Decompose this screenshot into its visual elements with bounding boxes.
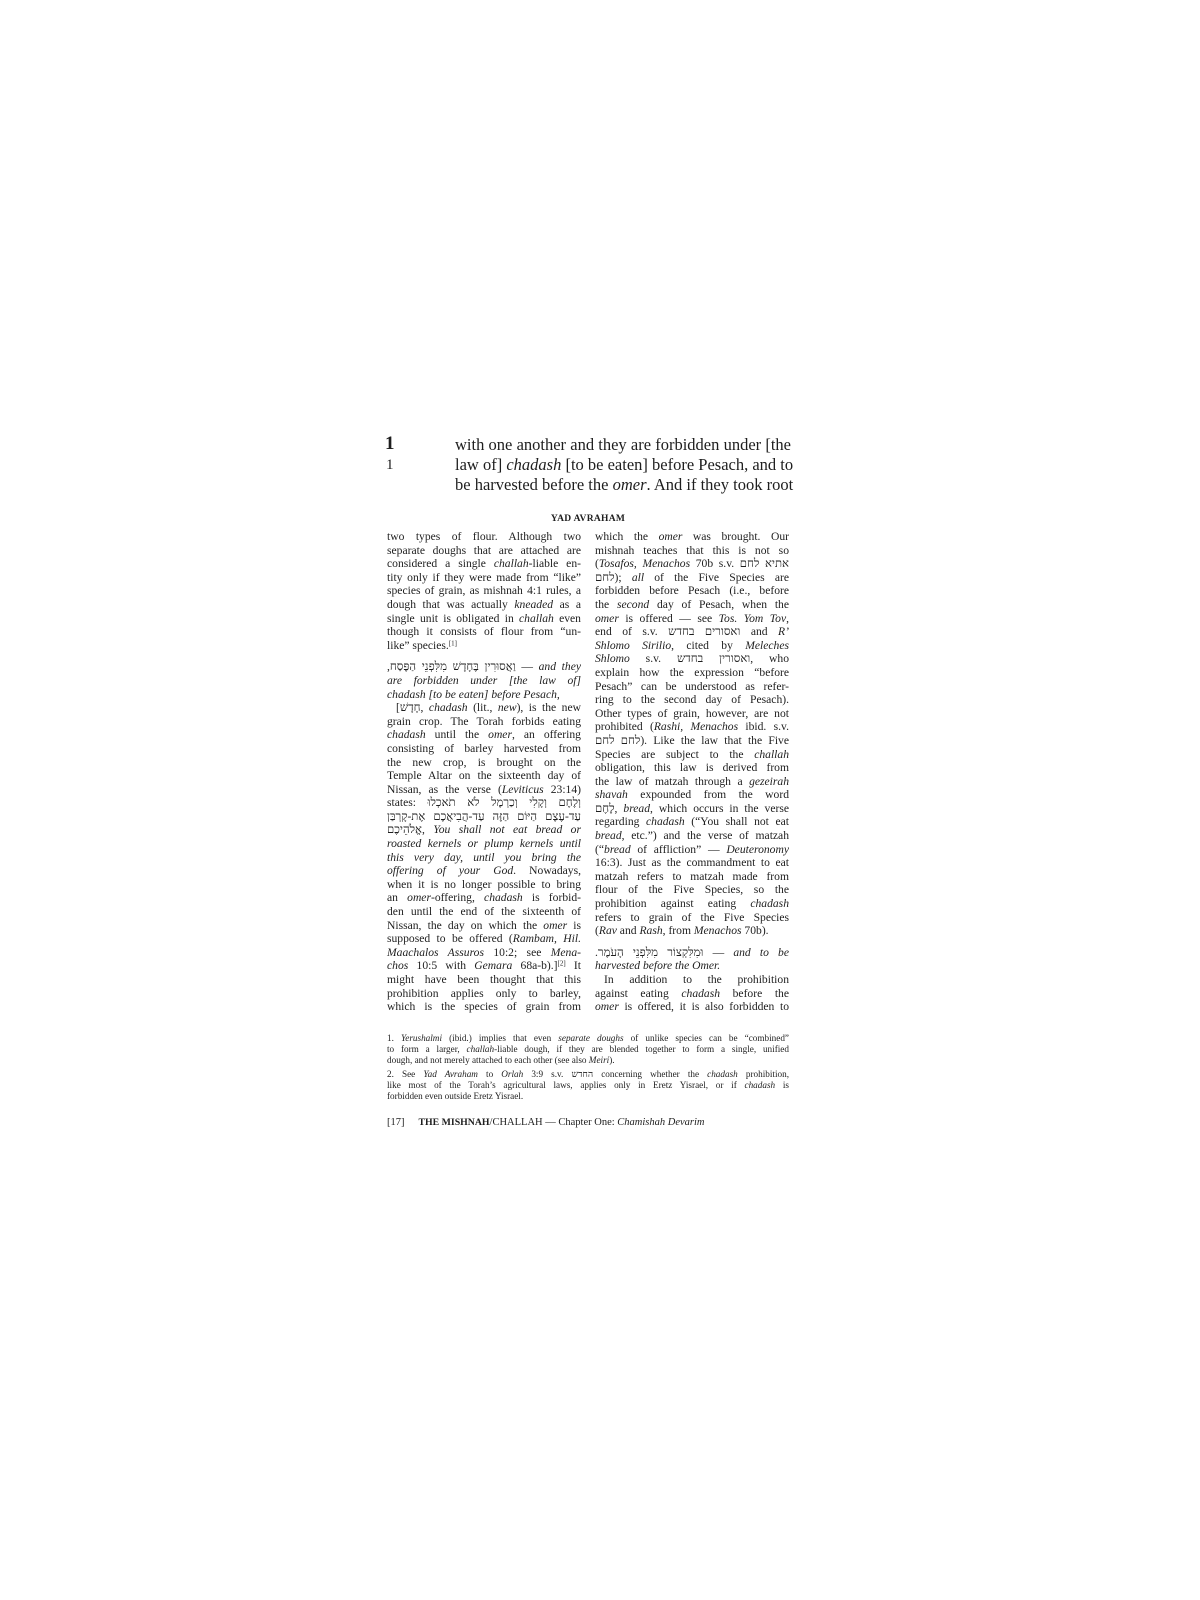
text: prohibition, <box>737 1069 789 1079</box>
text: , <box>422 823 434 837</box>
italic-text: chadash <box>646 815 685 829</box>
italic-text: omer <box>595 1000 619 1014</box>
text-line <box>387 796 581 810</box>
text-line <box>387 530 581 544</box>
italic-text: separate doughs <box>558 1033 624 1043</box>
text-line <box>595 815 789 829</box>
text: law of] <box>455 455 507 474</box>
text: . And if they took root <box>646 475 794 494</box>
italic-text: Rambam, Hil. <box>512 932 581 946</box>
text-line <box>595 598 789 612</box>
hebrew-text: ואסורים בחדש <box>668 625 741 639</box>
text: , <box>786 611 790 625</box>
paragraph-gap <box>387 652 581 660</box>
text: — <box>703 945 734 959</box>
italic-text: challah <box>466 1044 495 1054</box>
text: of unlike species can be “combined” <box>623 1033 790 1043</box>
text-line <box>595 734 789 748</box>
text: Pesach” can be understood as refer- <box>595 679 789 693</box>
text: Species are subject to the <box>595 747 755 761</box>
text-line <box>595 680 789 694</box>
text: with one another and they are forbidden under [the <box>455 435 791 454</box>
text: matzah refers to matzah made from <box>595 869 789 883</box>
hebrew-text: וַאֲסוּרִין בֶּחָדָשׁ מִלִּפְנֵי הַפֶּסַח, <box>387 660 516 674</box>
text-line <box>387 557 581 571</box>
text-line <box>595 775 789 789</box>
hebrew-text: לֶחֶם <box>595 801 615 815</box>
italic-text: are forbidden under [the law of] <box>387 673 581 687</box>
text: which is the species of grain from <box>387 1000 581 1014</box>
italic-text: shavah <box>595 788 628 802</box>
text: mishnah teaches that this is not so <box>595 543 789 557</box>
italic-text: Meleches <box>745 638 790 652</box>
page-number: [17] <box>387 1117 405 1128</box>
chapter-number: 1 <box>385 433 395 454</box>
text-line <box>595 666 789 680</box>
text: even <box>553 611 581 625</box>
book-title: THE MISHNAH <box>418 1117 490 1128</box>
italic-text: Rash <box>639 924 663 938</box>
italic-text: Gemara <box>474 959 513 973</box>
italic-text: chadash <box>744 1080 776 1090</box>
text-line <box>387 878 581 892</box>
hebrew-text: חָדָשׁ <box>399 701 421 715</box>
text-line <box>387 688 581 702</box>
text-line <box>387 1091 789 1102</box>
text: 70b s.v. <box>690 557 740 571</box>
text: [ <box>396 701 400 715</box>
text: before the <box>720 986 789 1000</box>
italic-text: kneaded <box>514 597 554 611</box>
text: forbidden even outside Eretz Yisrael. <box>387 1091 524 1101</box>
text-line <box>387 987 581 1001</box>
text: forbidden before Pesach (i.e., before <box>595 584 789 598</box>
text: 3:9 s.v. <box>523 1069 572 1079</box>
text: It <box>565 959 581 973</box>
text-line <box>387 544 581 558</box>
text: 16:3). Just as the commandment to eat <box>595 856 789 870</box>
text: prohibition applies only to barley, <box>387 986 581 1000</box>
italic-text: challah <box>519 611 554 625</box>
text-line <box>595 557 789 571</box>
italic-text: Tos. Yom Tov <box>718 611 787 625</box>
italic-text: bread <box>604 842 631 856</box>
text-line <box>387 1033 789 1044</box>
text-line <box>595 959 789 973</box>
text: day of Pesach, when the <box>649 597 790 611</box>
text: Nissan, the day on which the <box>387 918 544 932</box>
text: to <box>477 1069 502 1079</box>
text-line <box>595 584 789 598</box>
commentary-left-column <box>387 530 581 1014</box>
text: , who <box>750 652 790 666</box>
text-line <box>387 851 581 865</box>
text-line <box>387 1044 789 1055</box>
text: separate doughs that are attached are <box>387 543 581 557</box>
text: is <box>775 1080 789 1090</box>
text-line <box>595 530 789 544</box>
italic-text: Rav <box>598 924 617 938</box>
italic-text: Yad Avraham <box>423 1069 478 1079</box>
paragraph-gap <box>595 938 789 946</box>
text-line <box>595 788 789 802</box>
italic-text: You shall not eat bread or <box>433 823 581 837</box>
page-footer <box>387 1117 705 1128</box>
text: explain how the expression “before <box>595 665 789 679</box>
text: like” species. <box>387 638 449 652</box>
text: expounded from the word <box>627 788 789 802</box>
text: , <box>420 701 429 715</box>
text-line <box>387 742 581 756</box>
hebrew-text: וּמִלִּקְצוֹר מִלִּפְנֵי הָעֹמֶר. <box>595 945 704 959</box>
text: single unit is obligated in <box>387 611 520 625</box>
text: consisting of barley harvested from <box>387 741 581 755</box>
text: to form a larger, <box>387 1044 467 1054</box>
text-line <box>595 843 789 857</box>
text: species of grain, as mishnah 4:1 rules, a <box>387 584 581 598</box>
text-line <box>595 883 789 897</box>
text-line <box>387 1069 789 1080</box>
text: two types of flour. Although two <box>387 530 581 543</box>
text-line <box>387 837 581 851</box>
text-line <box>387 932 581 946</box>
text: , which occurs in the verse <box>650 801 789 815</box>
italic-text: bread <box>623 801 651 815</box>
text: states: <box>387 796 428 810</box>
text-line <box>455 475 794 495</box>
footnote-marker: [1] <box>448 639 457 648</box>
text-line <box>387 571 581 585</box>
text-line <box>595 924 789 938</box>
text-line <box>387 810 581 824</box>
text-line <box>387 891 581 905</box>
italic-text: Menachos <box>693 924 742 938</box>
hebrew-text: לחם <box>595 570 615 584</box>
hebrew-text: לחם לחם <box>595 733 641 747</box>
text-line <box>387 598 581 612</box>
text-line <box>595 571 789 585</box>
chapter-title: Chamishah Devarim <box>617 1117 705 1128</box>
italic-text: all <box>631 570 645 584</box>
text: ring to the second day of Pesach). <box>595 693 789 707</box>
text: is offered — see <box>618 611 719 625</box>
text-line <box>387 973 581 987</box>
hebrew-text: עַד-עֶצֶם הַיּוֹם הַזֶּה עַד-הֲבִיאֲכֶם אֶת-קָרְבַּן <box>387 809 581 823</box>
italic-text: chadash <box>506 455 562 474</box>
text: until the <box>425 728 489 742</box>
italic-text: new <box>497 701 517 715</box>
text: prohibited ( <box>595 720 654 734</box>
text-line <box>387 783 581 797</box>
text-line <box>387 756 581 770</box>
text: prohibition against eating <box>595 897 751 911</box>
text: end of s.v. <box>595 625 669 639</box>
italic-text: Yerushalmi <box>400 1033 442 1043</box>
italic-text: Shlomo Sirilio <box>595 638 672 652</box>
text: considered a single <box>387 557 494 571</box>
text-line <box>387 946 581 960</box>
text-line <box>595 973 789 987</box>
text-line <box>595 544 789 558</box>
italic-text: Deuteronomy <box>726 842 789 856</box>
italic-text: chadash <box>484 891 523 905</box>
italic-text: Orlah <box>501 1069 524 1079</box>
text: is forbid- <box>522 891 581 905</box>
italic-text: Rashi, Menachos <box>653 720 739 734</box>
italic-text: second <box>616 597 650 611</box>
text: might have been thought that this <box>387 973 581 986</box>
text: ); <box>614 570 632 584</box>
text: the new crop, is brought on the <box>387 755 581 769</box>
text-line <box>387 715 581 729</box>
text-line <box>387 823 581 837</box>
text-line <box>595 897 789 911</box>
chapter-prefix: — Chapter One: <box>542 1117 618 1128</box>
italic-text: gezeirah <box>749 774 789 788</box>
italic-text: chos <box>387 959 409 973</box>
italic-text: harvested before the Omer. <box>595 959 721 973</box>
mishnah-number: 1 <box>386 457 394 473</box>
text: grain crop. The Torah forbids eating <box>387 714 581 728</box>
text-line <box>595 802 789 816</box>
text: ( <box>595 924 599 938</box>
text: and <box>616 924 640 938</box>
text: Other types of grain, however, are not <box>595 706 789 720</box>
footnotes <box>387 1033 789 1102</box>
italic-text: Shlomo <box>595 652 630 666</box>
text: as a <box>553 597 581 611</box>
text-line <box>387 625 581 639</box>
text: when it is no longer possible to bring <box>387 877 581 891</box>
text: ibid. s.v. <box>738 720 789 734</box>
hebrew-text: אתיא לחם <box>739 557 789 571</box>
text-line <box>595 639 789 653</box>
text: -liable en- <box>528 557 581 571</box>
text-line <box>387 864 581 878</box>
text-line <box>387 905 581 919</box>
text-line <box>595 720 789 734</box>
text: supposed to be offered ( <box>387 932 513 946</box>
text: regarding <box>595 815 646 829</box>
text: ( <box>595 557 599 571</box>
text-line <box>595 856 789 870</box>
text: , from <box>662 924 694 938</box>
text: . Nowadays, <box>513 864 581 878</box>
italic-text: chadash <box>681 986 721 1000</box>
italic-text: chadash <box>387 728 426 742</box>
hebrew-text: החדש <box>571 1069 594 1079</box>
italic-text: and they <box>538 660 581 674</box>
text: -offering, <box>430 891 485 905</box>
italic-text: offering of your God <box>387 864 514 878</box>
italic-text: Tosafos, Menachos <box>598 557 691 571</box>
text: (“ <box>595 842 605 856</box>
text-line <box>387 728 581 742</box>
italic-text: Mena- <box>550 945 581 959</box>
text: Nissan, as the verse ( <box>387 782 502 796</box>
text: though it consists of flour from “un- <box>387 625 581 639</box>
italic-text: omer <box>543 918 568 932</box>
text: , cited by <box>671 638 746 652</box>
text: , etc.”) and the verse of matzah <box>621 829 789 843</box>
italic-text: this very day, until you bring the <box>387 850 581 864</box>
text: is offered, it is also forbidden to <box>618 1000 789 1014</box>
text-line <box>387 1000 581 1014</box>
text-line <box>595 870 789 884</box>
text: dough, and not merely attached to each other (see also <box>387 1055 589 1065</box>
text-line <box>455 455 794 475</box>
italic-text: Leviticus <box>501 782 544 796</box>
italic-text: challah <box>493 557 529 571</box>
text: is <box>567 918 581 932</box>
text: 10:5 with <box>408 959 475 973</box>
text: In addition to the prohibition <box>604 973 789 986</box>
text: (ibid.) implies that even <box>442 1033 559 1043</box>
text-line <box>387 584 581 598</box>
commentary-right-column <box>595 530 789 1014</box>
text-line <box>387 1080 789 1091</box>
text: the <box>595 597 617 611</box>
text: ). Like the law that the Five <box>640 733 789 747</box>
hebrew-text: אֱלֹהֵיכֶם <box>387 823 422 837</box>
italic-text: chadash <box>750 897 789 911</box>
italic-text: omer <box>407 891 431 905</box>
italic-text: chadash <box>428 701 468 715</box>
mishnah-text <box>455 435 794 495</box>
text: Temple Altar on the sixteenth day of <box>387 769 581 783</box>
italic-text: omer <box>612 475 647 494</box>
text-line <box>387 639 581 653</box>
text-line <box>595 946 789 960</box>
italic-text: R’ <box>778 625 789 639</box>
text: obligation, this law is derived from <box>595 761 789 775</box>
text: dough that was actually <box>387 597 515 611</box>
text: , an offering <box>511 728 581 742</box>
text: 10:2; see <box>483 945 551 959</box>
text-line <box>595 1000 789 1014</box>
hebrew-text: ואסורין בחדש <box>676 652 751 666</box>
text-line <box>387 959 581 973</box>
text: 70b). <box>741 924 769 938</box>
text-line <box>595 829 789 843</box>
text-line <box>455 435 791 455</box>
text: and <box>740 625 779 639</box>
text-line <box>387 674 581 688</box>
text: like most of the Torah’s agricultural laws, applies only in Eretz Yisrael, or if <box>387 1080 745 1090</box>
italic-text: chadash [to be eaten] before Pesach, <box>387 687 560 701</box>
text: of the Five Species are <box>644 570 790 584</box>
text: against eating <box>595 986 682 1000</box>
text: ). <box>609 1055 615 1065</box>
text: s.v. <box>629 652 677 666</box>
text-line <box>387 701 581 715</box>
italic-text: roasted kernels or plump kernels until <box>387 837 581 851</box>
text: tity only if they were made from “like” <box>387 570 581 584</box>
hebrew-text: וְלֶחֶם וְקָלִי וְכַרְמֶל לֹא תֹאכְלוּ <box>427 796 581 810</box>
text: 1. <box>387 1033 401 1043</box>
text-line <box>595 625 789 639</box>
text: which the <box>595 530 659 543</box>
text: concerning whether the <box>593 1069 708 1079</box>
italic-text: omer <box>488 728 512 742</box>
text: — <box>515 660 539 674</box>
footnote-marker: [2] <box>557 959 566 968</box>
text: 2. See <box>387 1069 424 1079</box>
italic-text: chadash <box>707 1069 738 1079</box>
text-line <box>387 1055 789 1066</box>
italic-text: challah <box>754 747 789 761</box>
text: 68a-b).] <box>512 959 558 973</box>
text-line <box>387 612 581 626</box>
text: refers to grain of the Five Species <box>595 910 789 924</box>
text-line <box>387 769 581 783</box>
text: the law of matzah through a <box>595 774 750 788</box>
italic-text: omer <box>595 611 619 625</box>
text-line <box>595 652 789 666</box>
text-line <box>595 748 789 762</box>
text-line <box>387 919 581 933</box>
tractate-title: /CHALLAH <box>489 1117 543 1128</box>
text: [to be eaten] before Pesach, and to <box>561 455 794 474</box>
italic-text: Maachalos Assuros <box>387 945 484 959</box>
text: ), is the new <box>516 701 581 715</box>
text-line <box>387 660 581 674</box>
text-line <box>595 761 789 775</box>
text-line <box>595 693 789 707</box>
text: den until the end of the sixteenth of <box>387 905 581 919</box>
text-line <box>595 911 789 925</box>
italic-text: bread <box>595 829 622 843</box>
text: , <box>614 801 624 815</box>
text: -liable dough, if they are blended together to form a single, unified <box>494 1044 789 1054</box>
text: of affliction” — <box>630 842 727 856</box>
text-line <box>595 707 789 721</box>
commentary-heading: YAD AVRAHAM <box>550 514 626 524</box>
text-line <box>595 987 789 1001</box>
text: 23:14) <box>543 782 581 796</box>
italic-text: and to be <box>733 945 790 959</box>
text: be harvested before the <box>455 475 613 494</box>
text: was brought. Our <box>682 530 789 543</box>
italic-text: Meiri <box>588 1055 610 1065</box>
text: flour of the Five Species, so the <box>595 883 789 897</box>
text: (“You shall not eat <box>684 815 789 829</box>
italic-text: omer <box>658 530 683 543</box>
text: (lit., <box>467 701 498 715</box>
text: an <box>387 891 408 905</box>
text-line <box>595 612 789 626</box>
